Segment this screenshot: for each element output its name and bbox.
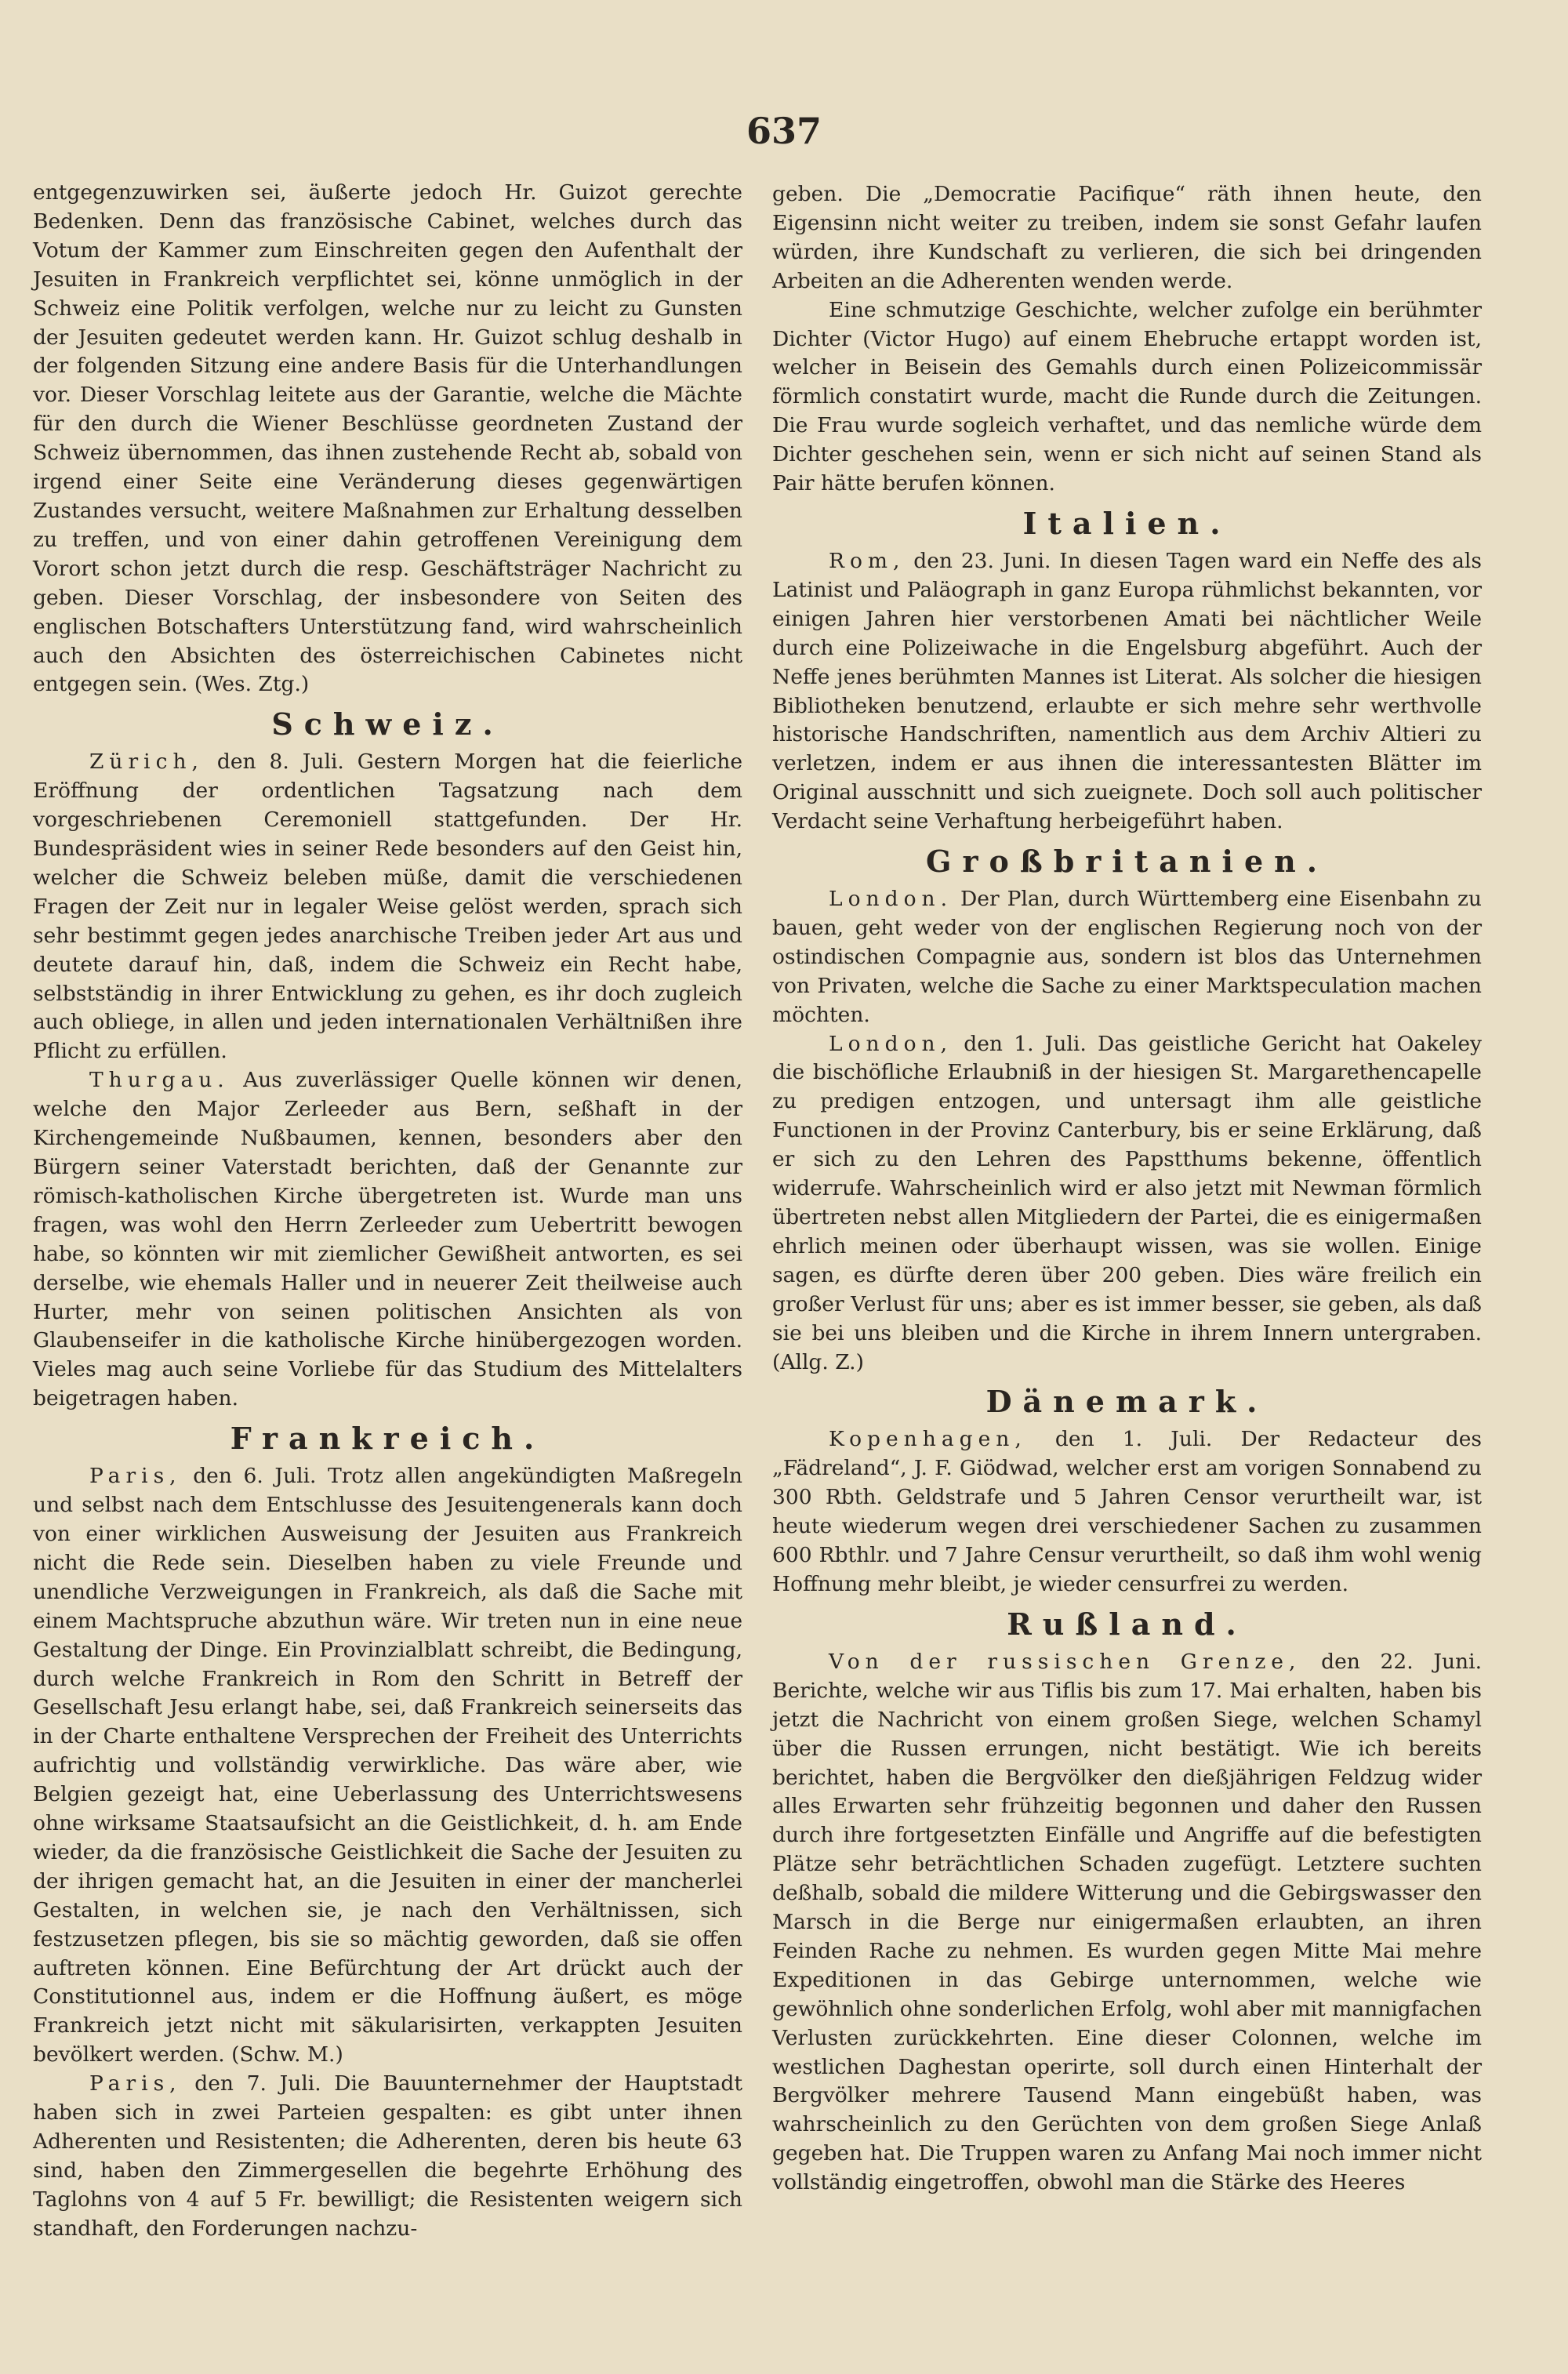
article-paragraph xyxy=(772,885,1482,1030)
dateline-place: Kopenhagen, xyxy=(829,1427,1027,1452)
section-heading: Großbritanien. xyxy=(926,844,1328,880)
paragraph-text: geben. Die „Democratie Pacifique“ räth ihnen heute, den Eigensinn nicht weiter zu treiben, indem sie sonst Gefahr laufen würden, ihre Kundschaft zu verlieren, die sich bei dringenden Arbeiten an die Adherenten wenden werde. xyxy=(772,182,1482,293)
dateline-place: London. xyxy=(829,887,953,912)
source-citation: (Allg. Z.) xyxy=(772,1349,864,1374)
dateline-place: Paris, xyxy=(89,2071,182,2096)
paragraph-text: den 23. Juni. In diesen Tagen ward ein Neffe des als Latinist und Paläograph in ganz Europa rühmlichst bekannten, vor einigen Jahren hier verstorbenen Amati bei nächtlicher Weile durch eine Polizeiwache in die Engelsburg abgeführt. Auch der Neffe jenes berühmten Mannes ist Literat. Als solcher die hiesigen Bibliotheken benutzend, erlaubte er sich mehre sehr werthvolle historische Handschriften, namentlich aus dem Archiv Altieri zu verletzen, indem er aus ihnen die interessantesten Blätter im Original ausschnitt und sich zueignete. Doch soll auch politischer Verdacht seine Verhaftung herbeigeführt haben. xyxy=(772,548,1482,834)
article-paragraph xyxy=(772,1425,1482,1599)
article-paragraph xyxy=(772,1648,1482,2198)
paragraph-text: den 22. Juni. Berichte, welche wir aus Tiflis bis zum 17. Mai erhalten, haben bis jetzt die Nachricht von einem großen Siege, welchen Schamyl über die Russen errungen, nicht bestätigt. Wie ich bereits berichtet, haben die Bergvölker den dießjährigen Feldzug wider alles Erwarten sehr frühzeitig begonnen und daher den Russen durch ihre fortgesetzten Einfälle und Angriffe auf die befestigten Plätze sehr beträchtlichen Schaden zugefügt. Letztere suchten deßhalb, sobald die mildere Witterung und die Gebirgswasser den Marsch in die Berge nur einigermaßen erlaubten, an ihren Feinden Rache zu nehmen. Es wurden gegen Mitte Mai mehre Expeditionen in das Gebirge unternommen, welche wie gewöhnlich ohne sonderlichen Erfolg, wohl aber mit mannigfachen Verlusten zurückkehrten. Eine dieser Colonnen, welche im westlichen Daghestan operirte, soll durch einen Hinterhalt der Bergvölker mehrere Tausend Mann eingebüßt haben, was wahrscheinlich zu den Gerüchten von dem großen Siege Anlaß gegeben hat. Die Truppen waren zu Anfang Mai noch immer nicht vollständig eingetroffen, obwohl man die Stärke des Heeres xyxy=(772,1649,1482,2195)
source-citation: (Wes. Ztg.) xyxy=(194,672,310,697)
paragraph-text: Eine schmutzige Geschichte, welcher zufolge ein berühmter Dichter (Victor Hugo) auf einem Ehebruche ertappt worden ist, welcher in Beisein des Gemahls durch einen Polizeicommissär förmlich constatirt wurde, macht die Runde durch die Zeitungen. Die Frau wurde sogleich verhaftet, und das nemliche würde dem Dichter geschehen sein, wenn er sich nicht auf seinen Stand als Pair hätte berufen können. xyxy=(772,297,1482,496)
dateline-place: Paris, xyxy=(89,1464,182,1489)
article-paragraph xyxy=(772,547,1482,837)
article-paragraph xyxy=(33,748,742,1066)
section-heading: Schweiz. xyxy=(271,706,504,742)
article-paragraph xyxy=(33,2070,742,2243)
paragraph-text: entgegenzuwirken sei, äußerte jedoch Hr. Guizot gerechte Bedenken. Denn das französische Cabinet, welches durch das Votum der Kammer zum Einschreiten gegen den Aufenthalt der Jesuiten in Frankreich verpflichtet sei, könne unmöglich in der Schweiz eine Politik verfolgen, welche nur zu leicht zu Gunsten der Jesuiten gedeutet werden kann. Hr. Guizot schlug deshalb in der folgenden Sitzung eine andere Basis für die Unterhandlungen vor. Dieser Vorschlag leitete aus der Garantie, welche die Mächte für den durch die Wiener Beschlüsse geordneten Zustand der Schweiz übernommen, das ihnen zustehende Recht ab, sobald von irgend einer Seite eine Veränderung dieses gegenwärtigen Zustandes versucht, weitere Maßnahmen zur Erhaltung desselben zu treffen, und von einer dahin getroffenen Vereinigung dem Vorort schon jetzt durch die resp. Geschäftsträger Nachricht zu geben. Dieser Vorschlag, der insbesondere von Seiten des englischen Botschafters Unterstützung fand, wird wahrscheinlich auch den Absichten des österreichischen Cabinetes nicht entgegen sein. xyxy=(33,180,742,697)
paragraph-text: den 6. Juli. Trotz allen angekündigten Maßregeln und selbst nach dem Entschlusse des Jesuitengenerals kann doch von einer wirklichen Ausweisung der Jesuiten aus Frankreich nicht die Rede sein. Dieselben haben zu viele Freunde und unendliche Verzweigungen in Frankreich, als daß die Sache mit einem Machtspruche abzuthun wäre. Wir treten nun in eine neue Gestaltung der Dinge. Ein Provinzialblatt schreibt, die Bedingung, durch welche Frankreich in Rom den Schritt in Betreff der Gesellschaft Jesu erlangt habe, sei, daß Frankreich seinerseits das in der Charte enthaltene Versprechen der Freiheit des Unterrichts aufrichtig und vollständig verwirkliche. Das wäre aber, wie Belgien gezeigt hat, eine Ueberlassung des Unterrichtswesens ohne wirksame Staatsaufsicht an die Geistlichkeit, d. h. am Ende wieder, da die französische Geistlichkeit die Sache der Jesuiten zu der ihrigen gemacht hat, an die Jesuiten in einer der mancherlei Gestalten, in welchen sie, je nach den Verhältnissen, sich festzusetzen pflegen, bis sie so mächtig geworden, daß sie offen auftreten können. Eine Befürchtung der Art drückt auch der Constitutionnel aus, indem er die Hoffnung äußert, es möge Frankreich jetzt nicht mit säkularisirten, verkappten Jesuiten bevölkert werden. xyxy=(33,1464,742,2067)
paragraph-text: den 1. Juli. Das geistliche Gericht hat Oakeley die bischöfliche Erlaubniß in der hiesigen St. Margarethencapelle zu predigen entzogen, und untersagt ihm alle geistliche Functionen in der Provinz Canterbury, bis er seine Erklärung, daß er sich zu den Lehren des Papstthums bekenne, öffentlich widerrufe. Wahrscheinlich wird er also jetzt mit Newman förmlich übertreten nebst allen Mitgliedern der Partei, die es einigermaßen ehrlich meinen oder überhaupt wissen, was sie wollen. Einige sagen, es dürfte deren über 200 geben. Dies wäre freilich ein großer Verlust für uns; aber es ist immer besser, sie geben, als daß sie bei uns bleiben und die Kirche in ihrem Innern untergraben. xyxy=(772,1031,1482,1345)
page-number: 637 xyxy=(746,110,822,152)
left-column xyxy=(33,179,742,2244)
dateline-place: Von der russischen Grenze, xyxy=(829,1649,1301,1674)
paragraph-text: den 8. Juli. Gestern Morgen hat die feierliche Eröffnung der ordentlichen Tagsatzung nach dem vorgeschriebenen Ceremoniell stattgefunden. Der Hr. Bundespräsident wies in seiner Rede besonders auf den Geist hin, welcher die Schweiz beleben müße, damit die verschiedenen Fragen der Zeit nur in legaler Weise gelöst werden, sprach sich sehr bestimmt gegen jedes anarchische Treiben jeder Art aus und deutete darauf hin, daß, indem die Schweiz ein Recht habe, selbstständig in ihrer Entwicklung zu gehen, es ihr doch zugleich auch obliege, in allen und jeden internationalen Verhältnißen ihre Pflicht zu erfüllen. xyxy=(33,750,742,1064)
paragraph-text: Aus zuverlässiger Quelle können wir denen, welche den Major Zerleeder aus Bern, seßhaft in der Kirchengemeinde Nußbaumen, kennen, besonders aber den Bürgern seiner Vaterstadt berichten, daß der Genannte zur römisch-katholischen Kirche übergetreten ist. Wurde man uns fragen, was wohl den Herrn Zerleeder zum Uebertritt bewogen habe, so könnten wir mit ziemlicher Gewißheit antworten, es sei derselbe, wie ehemals Haller und in neuerer Zeit theilweise auch Hurter, mehr von seinen politischen Ansichten als von Glaubenseifer in die katholische Kirche hinübergezogen worden. Vieles mag auch seine Vorliebe für das Studium des Mittelalters beigetragen haben. xyxy=(33,1068,742,1411)
dateline-place: Thurgau. xyxy=(89,1068,230,1093)
article-paragraph xyxy=(772,180,1482,296)
article-paragraph xyxy=(772,1030,1482,1378)
section-heading: Dänemark. xyxy=(985,1384,1269,1420)
section-heading: Italien. xyxy=(1022,505,1232,541)
paragraph-text: den 1. Juli. Der Redacteur des „Fädreland“, J. F. Giödwad, welcher erst am vorigen Sonnabend zu 300 Rbth. Geldstrafe und 5 Jahren Censor verurtheilt war, ist heute wiederum wegen drei verschiedener Sachen zu zusammen 600 Rbthlr. und 7 Jahre Censur verurtheilt, so daß ihm wohl wenig Hoffnung mehr bleibt, je wieder censurfrei zu werden. xyxy=(772,1427,1482,1596)
paragraph-text: den 7. Juli. Die Bauunternehmer der Hauptstadt haben sich in zwei Parteien gespalten: es gibt unter ihnen Adherenten und Resistenten; die Adherenten, deren bis heute 63 sind, haben den Zimmergesellen die begehrte Erhöhung des Taglohns von 4 auf 5 Fr. bewilligt; die Resistenten weigern sich standhaft, den Forderungen nachzu- xyxy=(33,2071,742,2241)
article-paragraph xyxy=(772,296,1482,499)
section-heading: Rußland. xyxy=(1007,1606,1247,1642)
dateline-place: Rom, xyxy=(829,548,906,573)
article-paragraph xyxy=(33,179,742,699)
paragraph-text: Der Plan, durch Württemberg eine Eisenbahn zu bauen, geht weder von der englischen Regierung noch von der ostindischen Compagnie aus, sondern ist blos das Unternehmen von Privaten, welche die Sache zu einer Marktspeculation machen möchten. xyxy=(772,887,1482,1027)
section-heading: Frankreich. xyxy=(230,1421,546,1457)
article-paragraph xyxy=(33,1462,742,2070)
source-citation: (Schw. M.) xyxy=(231,2042,343,2067)
article-paragraph xyxy=(33,1066,742,1414)
dateline-place: Zürich, xyxy=(89,750,204,775)
right-column xyxy=(772,180,1482,2198)
dateline-place: London, xyxy=(829,1031,953,1056)
